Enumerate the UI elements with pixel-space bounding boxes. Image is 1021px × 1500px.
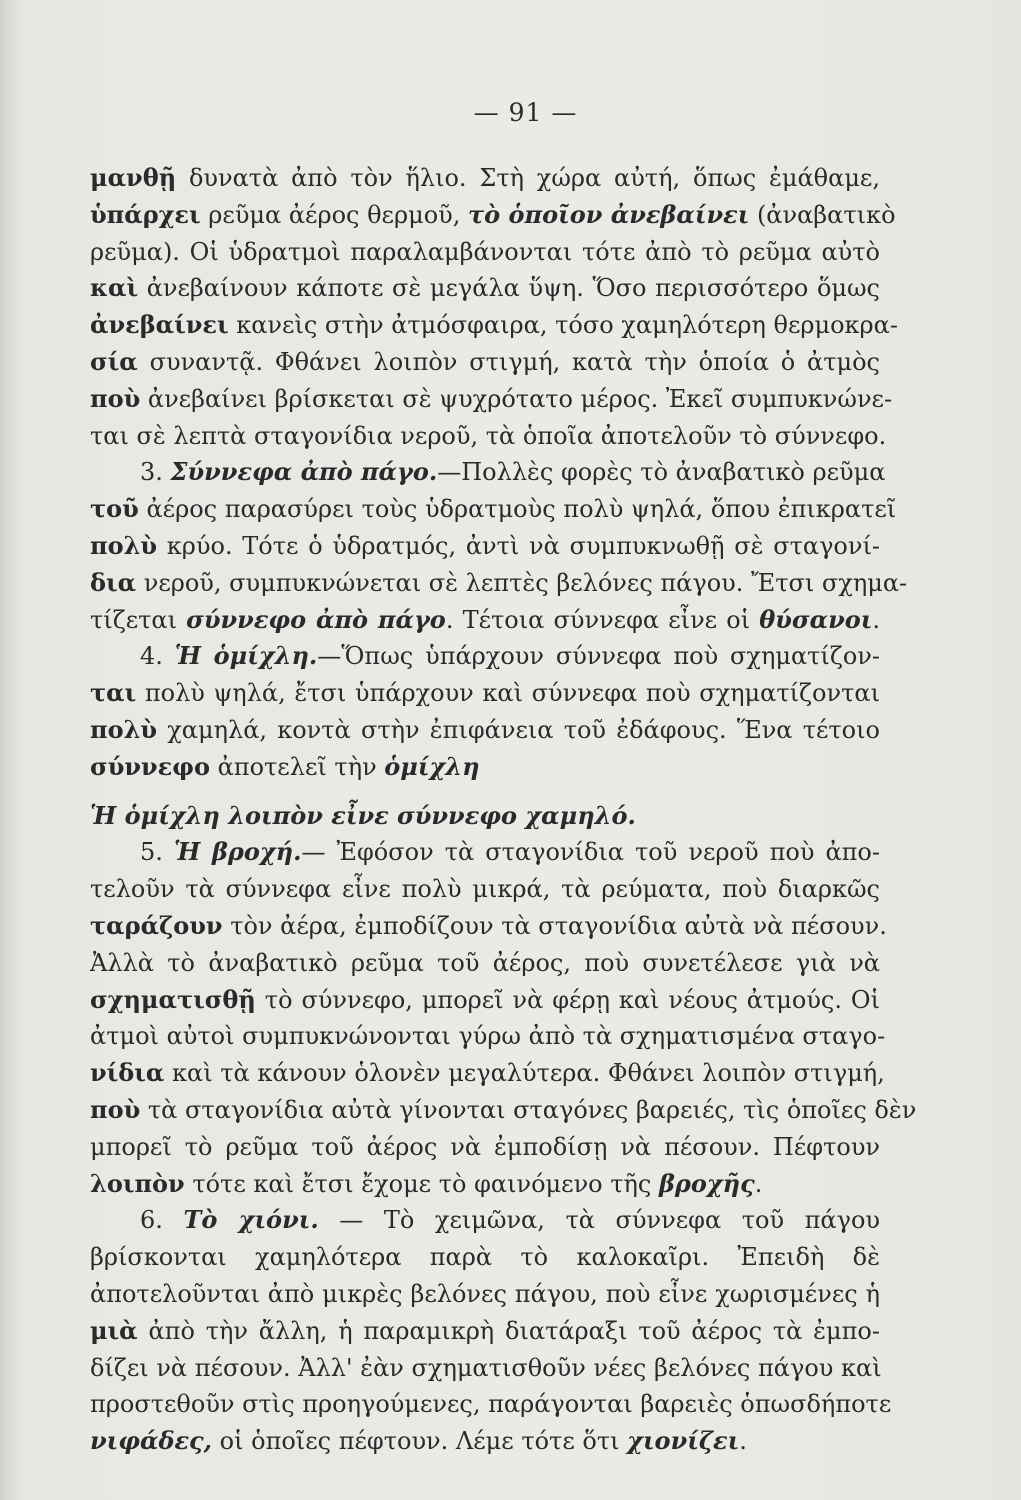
text-line bbox=[90, 1423, 880, 1460]
text-span: — Ἐφόσον τὰ σταγονίδια τοῦ νεροῦ ποὺ ἀπο- bbox=[301, 838, 880, 867]
text-line bbox=[90, 945, 880, 982]
text-span: Ἀλλὰ τὸ ἀναβατικὸ ρεῦμα τοῦ ἀέρος, ποὺ συνετέλεσε γιὰ νὰ bbox=[90, 948, 880, 977]
text-line bbox=[90, 834, 880, 871]
page-number: — 91 — bbox=[473, 98, 578, 127]
text-span: οἱ ὁποῖες πέφτουν. Λέμε τότε ὅτι bbox=[212, 1427, 628, 1456]
text-span: Σύννεφα ἀπὸ πάγο. bbox=[170, 457, 438, 487]
text-line bbox=[90, 528, 880, 565]
text-line bbox=[90, 675, 880, 712]
text-span: ποὺ bbox=[90, 1094, 141, 1124]
text-line bbox=[90, 1202, 880, 1239]
text-span: 3. bbox=[140, 458, 171, 487]
text-span: 6. bbox=[140, 1206, 184, 1235]
text-span: μιὰ bbox=[90, 1315, 138, 1345]
text-line bbox=[90, 1313, 880, 1350]
text-span: δυνατὰ ἀπὸ τὸν ἥλιο. Στὴ χώρα αὐτή, ὅπως ἐμάθαμε, bbox=[176, 164, 880, 192]
text-span: ὑπάρχει bbox=[90, 199, 201, 229]
text-line bbox=[90, 1166, 880, 1203]
text-span: 5. bbox=[140, 838, 174, 867]
text-span: ται bbox=[90, 678, 137, 708]
text-span: βροχῆς bbox=[658, 1168, 755, 1198]
text-span: πολὺ ψηλά, ἔτσι ὑπάρχουν καὶ σύννεφα ποὺ σχηματίζονται bbox=[136, 679, 880, 708]
text-line bbox=[90, 908, 887, 945]
text-span: κρύο. Τότε ὁ ὑδρατμός, ἀντὶ νὰ συμπυκνωθῇ σὲ σταγονί- bbox=[157, 531, 880, 560]
text-span: μπορεῖ τὸ ρεῦμα τοῦ ἀέρος νὰ ἐμποδίσῃ νὰ πέσουν. Πέφτουν bbox=[90, 1132, 880, 1161]
text-line bbox=[90, 234, 880, 271]
text-span: . bbox=[739, 1427, 747, 1456]
text-span: —Πολλὲς φορὲς τὸ ἀναβατικὸ ρεῦμα bbox=[437, 458, 886, 487]
text-line bbox=[90, 270, 880, 307]
body-text bbox=[90, 160, 917, 1460]
text-line bbox=[90, 160, 880, 197]
text-span: τελοῦν τὰ σύννεφα εἶνε πολὺ μικρά, τὰ ρεύματα, ποὺ διαρκῶς bbox=[90, 875, 880, 904]
text-span: . bbox=[872, 605, 881, 634]
text-span: κανεὶς στὴν ἀτμόσφαιρα, τόσο χαμηλότερη θερμοκρα- bbox=[228, 311, 898, 340]
text-span: λοιπὸν bbox=[90, 1168, 185, 1198]
text-span: ποὺ bbox=[90, 383, 141, 413]
text-span: τίζεται bbox=[90, 605, 187, 634]
text-span: ὁμίχλη bbox=[384, 751, 480, 781]
text-span: νίδια bbox=[90, 1058, 165, 1088]
text-line bbox=[90, 638, 880, 675]
text-span: χαμηλά, κοντὰ στὴν ἐπιφάνεια τοῦ ἐδάφους. Ἕνα τέτοιο bbox=[157, 715, 880, 744]
text-span: σία bbox=[90, 346, 138, 376]
text-span: νεροῦ, συμπυκνώνεται σὲ λεπτὲς βελόνες πάγου. Ἔτσι σχημα- bbox=[136, 568, 908, 597]
text-span: δια bbox=[90, 567, 137, 597]
text-span: χιονίζει bbox=[627, 1426, 740, 1456]
text-span: ἀπὸ τὴν ἄλλη, ἡ παραμικρὴ διατάραξι τοῦ ἀέρος τὰ ἐμπο- bbox=[137, 1316, 880, 1345]
text-line bbox=[90, 565, 908, 602]
text-span: ἀνεβαίνει bbox=[90, 310, 229, 340]
text-span: (ἀναβατικὸ bbox=[749, 200, 896, 229]
text-line bbox=[90, 1055, 885, 1092]
text-line bbox=[90, 712, 880, 749]
text-span: πολὺ bbox=[90, 714, 158, 744]
text-span: μανθῇ bbox=[90, 163, 177, 192]
text-span: βρίσκονται χαμηλότερα παρὰ τὸ καλοκαῖρι. Ἐπειδὴ δὲ bbox=[90, 1243, 880, 1272]
text-span: σύννεφο bbox=[90, 751, 210, 781]
text-line bbox=[90, 1276, 880, 1313]
text-line bbox=[90, 197, 896, 234]
text-line bbox=[90, 871, 880, 908]
text-line bbox=[90, 418, 887, 455]
text-span: τὸ ὁποῖον ἀνεβαίνει bbox=[468, 199, 750, 229]
text-line bbox=[90, 1350, 880, 1387]
text-span: ταράζουν bbox=[90, 910, 223, 940]
text-span: ἀέρος παρασύρει τοὺς ὑδρατμοὺς πολὺ ψηλά, ὅπου ἐπικρατεῖ bbox=[138, 495, 897, 524]
text-line bbox=[90, 749, 880, 786]
text-span: δίζει νὰ πέσουν. Ἀλλ' ἐὰν σχηματισθοῦν νέες βελόνες πάγου καὶ bbox=[90, 1353, 882, 1382]
text-line bbox=[90, 982, 880, 1019]
text-span: τὰ σταγονίδια αὐτὰ γίνονται σταγόνες βαρειές, τὶς ὁποῖες δὲν bbox=[140, 1095, 917, 1124]
text-span: καὶ bbox=[90, 273, 139, 303]
text-line bbox=[90, 1386, 892, 1423]
text-span: ἀτμοὶ αὐτοὶ συμπυκνώνονται γύρω ἀπὸ τὰ σχηματισμένα σταγο- bbox=[90, 1022, 886, 1051]
text-span: νιφάδες, bbox=[90, 1426, 213, 1456]
text-line bbox=[90, 798, 880, 835]
text-span: ἀποτελοῦνται ἀπὸ μικρὲς βελόνες πάγου, ποὺ εἶνε χωρισμένες ἡ bbox=[90, 1279, 880, 1308]
text-span: θύσανοι bbox=[759, 604, 873, 634]
text-span: τότε καὶ ἔτσι ἔχομε τὸ φαινόμενο τῆς bbox=[184, 1169, 659, 1198]
text-span: ἀποτελεῖ τὴν bbox=[209, 752, 385, 781]
text-span: σχηματισθῇ bbox=[90, 984, 256, 1014]
text-span: καὶ τὰ κάνουν ὁλονὲν μεγαλύτερα. Φθάνει λοιπὸν στιγμή, bbox=[164, 1059, 885, 1088]
text-span: σύννεφο ἀπὸ πάγο bbox=[186, 604, 446, 634]
text-span: . bbox=[754, 1169, 763, 1198]
text-span: ται σὲ λεπτὰ σταγονίδια νεροῦ, τὰ ὁποῖα ἀποτελοῦν τὸ σύννεφο. bbox=[90, 421, 887, 450]
text-span: 4. bbox=[140, 642, 175, 671]
text-span: —Ὅπως ὑπάρχουν σύννεφα ποὺ σχηματίζον- bbox=[317, 642, 880, 671]
text-line bbox=[90, 1129, 880, 1166]
text-line bbox=[90, 491, 897, 528]
text-span: τὸν ἀέρα, ἐμποδίζουν τὰ σταγονίδια αὐτὰ νὰ πέσουν. bbox=[222, 911, 887, 940]
text-span: τὸ σύννεφο, μπορεῖ νὰ φέρῃ καὶ νέους ἀτμούς. Οἱ bbox=[255, 985, 880, 1014]
text-span: συναντᾷ. Φθάνει λοιπὸν στιγμή, κατὰ τὴν ὁποία ὁ ἀτμὸς bbox=[137, 347, 880, 376]
text-line bbox=[90, 381, 893, 418]
text-span: τοῦ bbox=[90, 494, 139, 524]
text-span: Ἡ ὁμίχλη λοιπὸν εἶνε σύννεφο χαμηλό. bbox=[90, 800, 636, 830]
text-span: Ἡ ὁμίχλη. bbox=[174, 641, 318, 671]
text-span: Τὸ χιόνι. bbox=[183, 1205, 319, 1235]
text-span: — Τὸ χειμῶνα, τὰ σύννεφα τοῦ πάγου bbox=[318, 1206, 881, 1235]
text-span: . Τέτοια σύννεφα εἶνε οἱ bbox=[445, 605, 760, 634]
text-line bbox=[90, 1239, 880, 1276]
text-span: ρεῦμα ἀέρος θερμοῦ, bbox=[200, 200, 468, 229]
text-span: Ἡ βροχή. bbox=[173, 837, 302, 867]
text-line bbox=[90, 1018, 886, 1055]
text-line bbox=[90, 602, 880, 639]
text-line bbox=[90, 307, 898, 344]
text-span: ἀνεβαίνουν κάποτε σὲ μεγάλα ὕψη. Ὅσο περισσότερο ὅμως bbox=[138, 274, 880, 303]
text-line bbox=[90, 454, 886, 491]
text-span: προστεθοῦν στὶς προηγούμενες, παράγονται βαρειὲς ὁπωσδήποτε bbox=[90, 1390, 892, 1419]
text-line bbox=[90, 1092, 917, 1129]
text-span: πολὺ bbox=[90, 530, 158, 560]
text-span: ρεῦμα). Οἱ ὑδρατμοὶ παραλαμβάνονται τότε ἀπὸ τὸ ρεῦμα αὐτὸ bbox=[90, 237, 880, 266]
text-span: ἀνεβαίνει βρίσκεται σὲ ψυχρότατο μέρος. Ἐκεῖ συμπυκνώνε- bbox=[140, 384, 893, 413]
text-line bbox=[90, 344, 880, 381]
